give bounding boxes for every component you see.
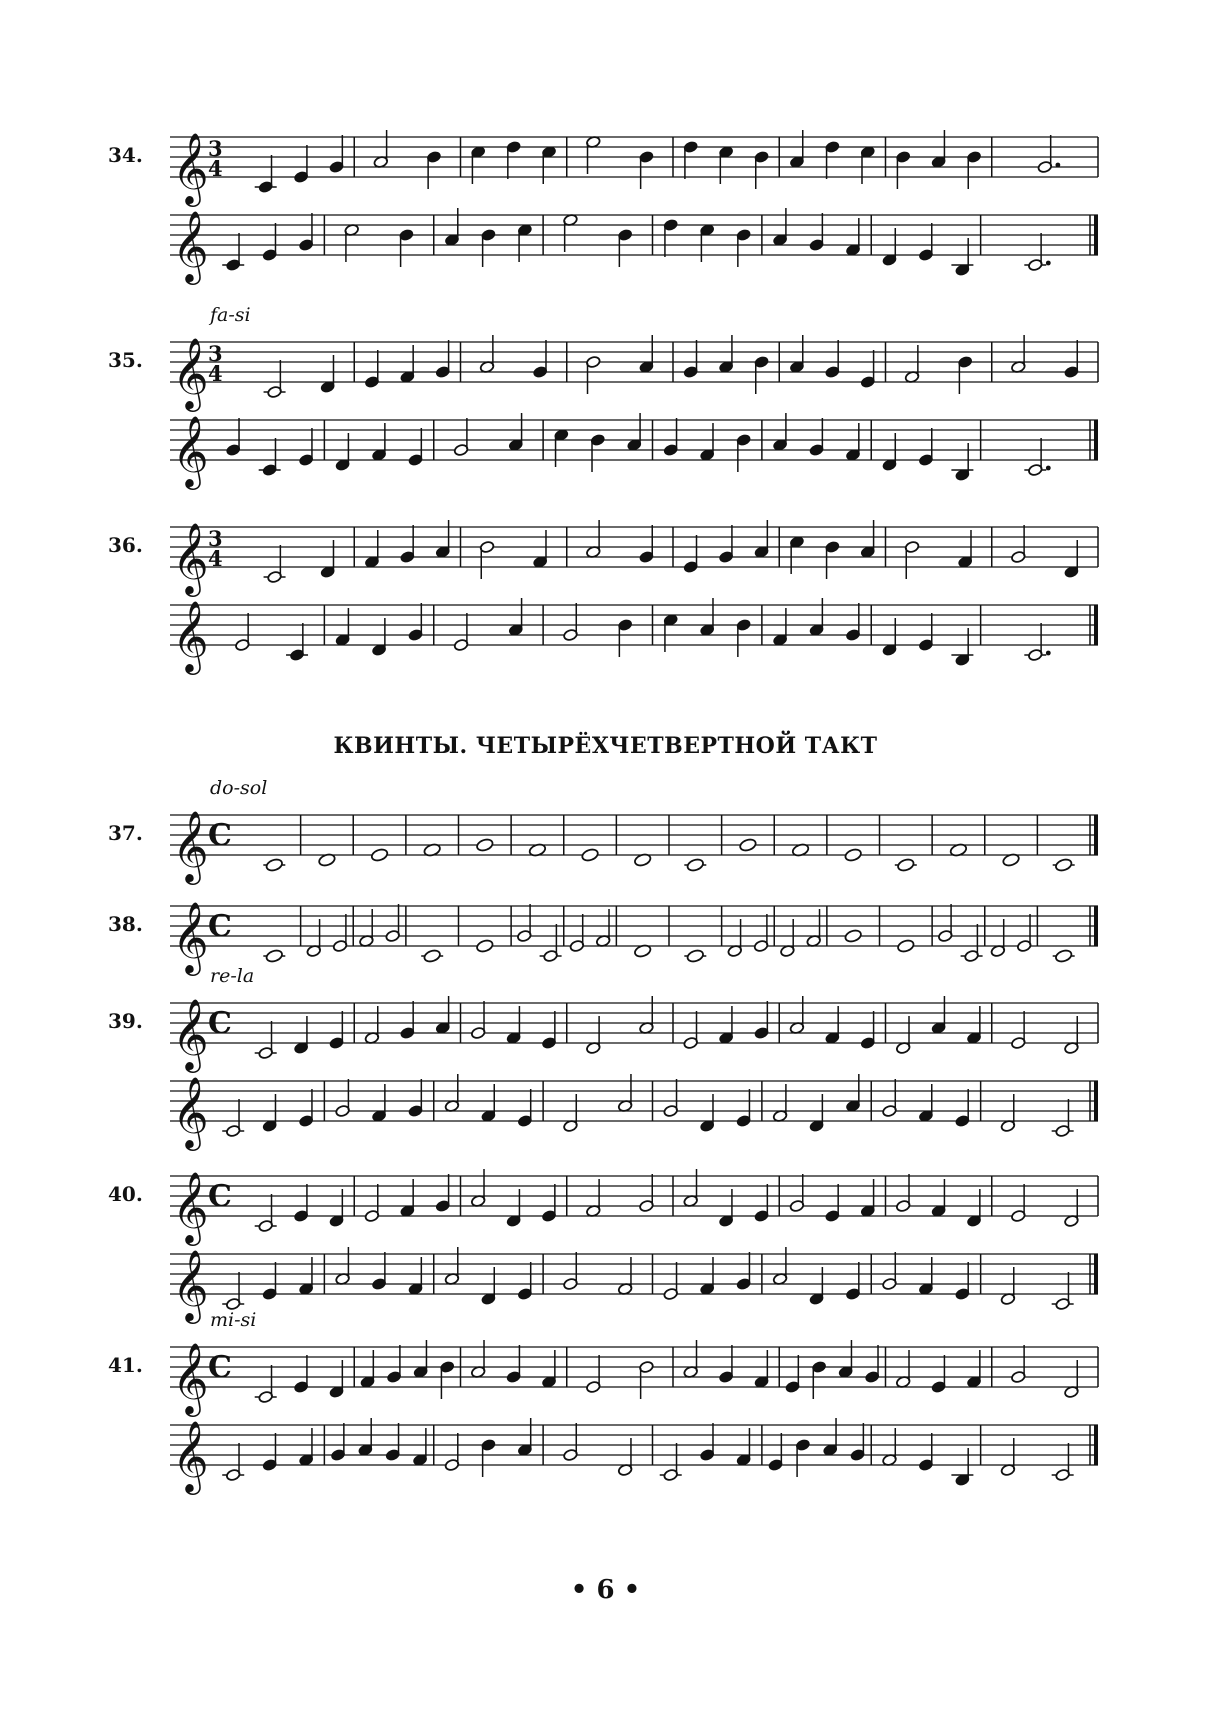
time-signature-numerator: 3 <box>208 136 223 161</box>
time-signature-denominator: 4 <box>208 546 223 571</box>
treble-clef-icon: 𝄞 <box>172 521 209 594</box>
treble-clef-icon: 𝄞 <box>172 336 209 409</box>
solfege-syllables: do-sol <box>210 777 268 799</box>
exercise-number: 39. <box>108 1009 143 1033</box>
treble-clef-icon: 𝄞 <box>172 209 209 282</box>
note-head <box>423 949 441 964</box>
note-head <box>370 848 388 863</box>
note-head <box>1054 858 1072 873</box>
page-number: • 6 • <box>570 1575 641 1605</box>
treble-clef-icon: 𝄞 <box>172 1341 209 1414</box>
note-head <box>265 949 283 964</box>
note-head <box>265 858 283 873</box>
solfege-syllables: re-la <box>210 965 255 987</box>
time-signature-denominator: 4 <box>208 361 223 386</box>
dot <box>1055 163 1060 168</box>
note-head <box>476 838 494 853</box>
dot <box>1046 466 1051 471</box>
note-head <box>844 929 862 944</box>
exercise-number: 35. <box>108 348 143 372</box>
exercise-number: 40. <box>108 1182 143 1206</box>
note-head <box>739 838 757 853</box>
time-signature-numerator: 3 <box>208 526 223 551</box>
treble-clef-icon: 𝄞 <box>172 131 209 204</box>
treble-clef-icon: 𝄞 <box>172 599 209 672</box>
treble-clef-icon: 𝄞 <box>172 997 209 1070</box>
note-head <box>581 848 599 863</box>
treble-clef-icon: 𝄞 <box>172 1170 209 1243</box>
common-time-icon: C <box>208 818 232 853</box>
note-head <box>476 939 494 954</box>
note-head <box>897 939 915 954</box>
exercise-number: 37. <box>108 821 143 845</box>
treble-clef-icon: 𝄞 <box>172 809 209 882</box>
exercise-number: 41. <box>108 1353 143 1377</box>
treble-clef-icon: 𝄞 <box>172 1075 209 1148</box>
note-head <box>686 858 704 873</box>
common-time-icon: C <box>208 1006 232 1041</box>
note-head <box>897 858 915 873</box>
treble-clef-icon: 𝄞 <box>172 900 209 973</box>
treble-clef-icon: 𝄞 <box>172 1248 209 1321</box>
note-head <box>686 949 704 964</box>
dot <box>1046 651 1051 656</box>
solfege-syllables: fa-si <box>210 304 251 326</box>
common-time-icon: C <box>208 1350 232 1385</box>
common-time-icon: C <box>208 1179 232 1214</box>
note-head <box>1054 949 1072 964</box>
section-heading: КВИНТЫ. ЧЕТЫРЁХЧЕТВЕРТНОЙ ТАКТ <box>333 733 878 759</box>
solfege-syllables: mi-si <box>210 1309 257 1331</box>
exercise-number: 34. <box>108 143 143 167</box>
treble-clef-icon: 𝄞 <box>172 1419 209 1492</box>
dot <box>1046 261 1051 266</box>
time-signature-denominator: 4 <box>208 156 223 181</box>
note-head <box>844 848 862 863</box>
exercise-number: 36. <box>108 533 143 557</box>
exercise-number: 38. <box>108 912 143 936</box>
common-time-icon: C <box>208 909 232 944</box>
time-signature-numerator: 3 <box>208 341 223 366</box>
treble-clef-icon: 𝄞 <box>172 414 209 487</box>
